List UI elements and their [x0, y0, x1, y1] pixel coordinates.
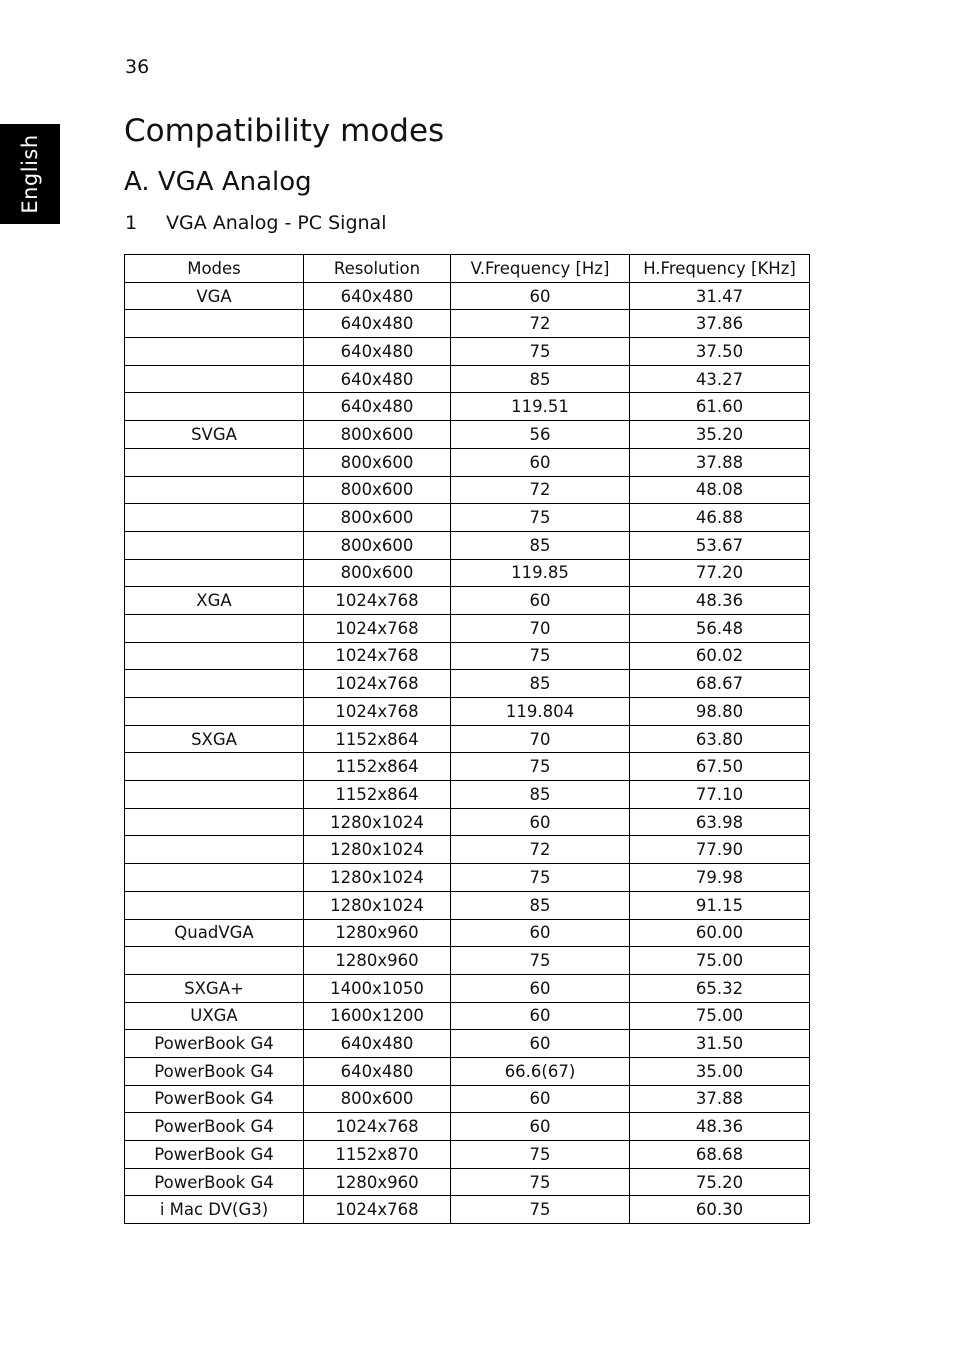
subsection-number: 1 [125, 212, 138, 234]
cell-mode: PowerBook G4 [125, 1085, 304, 1113]
cell-resolution: 800x600 [304, 476, 451, 504]
cell-v-frequency: 72 [451, 476, 630, 504]
cell-v-frequency: 85 [451, 531, 630, 559]
cell-resolution: 1024x768 [304, 698, 451, 726]
cell-v-frequency: 60 [451, 448, 630, 476]
table-row [125, 947, 810, 975]
cell-resolution: 1280x1024 [304, 808, 451, 836]
table-row [125, 531, 810, 559]
cell-h-frequency: 77.90 [630, 836, 810, 864]
cell-h-frequency: 60.30 [630, 1196, 810, 1224]
cell-resolution: 1024x768 [304, 642, 451, 670]
cell-mode [125, 891, 304, 919]
table-row [125, 1002, 810, 1030]
cell-mode [125, 864, 304, 892]
cell-v-frequency: 75 [451, 1196, 630, 1224]
cell-mode [125, 531, 304, 559]
cell-resolution: 1024x768 [304, 1196, 451, 1224]
cell-v-frequency: 60 [451, 1030, 630, 1058]
cell-v-frequency: 85 [451, 891, 630, 919]
cell-resolution: 640x480 [304, 393, 451, 421]
subsection-title: VGA Analog - PC Signal [166, 212, 387, 234]
cell-resolution: 1280x1024 [304, 836, 451, 864]
cell-resolution: 1280x960 [304, 947, 451, 975]
cell-mode [125, 614, 304, 642]
cell-h-frequency: 77.20 [630, 559, 810, 587]
cell-mode: SVGA [125, 421, 304, 449]
cell-resolution: 1152x864 [304, 725, 451, 753]
cell-mode: PowerBook G4 [125, 1030, 304, 1058]
cell-v-frequency: 56 [451, 421, 630, 449]
cell-resolution: 800x600 [304, 531, 451, 559]
cell-v-frequency: 119.51 [451, 393, 630, 421]
cell-mode: PowerBook G4 [125, 1168, 304, 1196]
cell-v-frequency: 75 [451, 504, 630, 532]
cell-v-frequency: 75 [451, 947, 630, 975]
cell-h-frequency: 37.88 [630, 448, 810, 476]
cell-h-frequency: 75.20 [630, 1168, 810, 1196]
cell-v-frequency: 75 [451, 1168, 630, 1196]
cell-resolution: 1280x960 [304, 1168, 451, 1196]
table-row [125, 587, 810, 615]
cell-v-frequency: 119.85 [451, 559, 630, 587]
cell-mode [125, 365, 304, 393]
table-row [125, 614, 810, 642]
table-row [125, 836, 810, 864]
cell-mode [125, 393, 304, 421]
cell-mode: QuadVGA [125, 919, 304, 947]
cell-resolution: 800x600 [304, 504, 451, 532]
cell-resolution: 640x480 [304, 310, 451, 338]
page-title: Compatibility modes [124, 113, 445, 149]
table-row [125, 448, 810, 476]
cell-v-frequency: 70 [451, 725, 630, 753]
cell-v-frequency: 60 [451, 919, 630, 947]
table-row [125, 476, 810, 504]
cell-h-frequency: 31.47 [630, 282, 810, 310]
cell-h-frequency: 48.36 [630, 1113, 810, 1141]
header-resolution: Resolution [304, 255, 451, 283]
cell-h-frequency: 91.15 [630, 891, 810, 919]
cell-mode: SXGA+ [125, 974, 304, 1002]
cell-mode: VGA [125, 282, 304, 310]
cell-resolution: 800x600 [304, 1085, 451, 1113]
cell-h-frequency: 75.00 [630, 1002, 810, 1030]
cell-v-frequency: 60 [451, 808, 630, 836]
cell-mode [125, 559, 304, 587]
cell-h-frequency: 35.00 [630, 1057, 810, 1085]
table-row [125, 338, 810, 366]
cell-h-frequency: 53.67 [630, 531, 810, 559]
cell-resolution: 800x600 [304, 421, 451, 449]
table-row [125, 1141, 810, 1169]
cell-mode: PowerBook G4 [125, 1141, 304, 1169]
cell-h-frequency: 68.68 [630, 1141, 810, 1169]
cell-v-frequency: 60 [451, 1002, 630, 1030]
cell-mode [125, 781, 304, 809]
cell-resolution: 1600x1200 [304, 1002, 451, 1030]
cell-h-frequency: 75.00 [630, 947, 810, 975]
table-row [125, 1196, 810, 1224]
cell-h-frequency: 37.50 [630, 338, 810, 366]
cell-resolution: 1024x768 [304, 670, 451, 698]
cell-h-frequency: 77.10 [630, 781, 810, 809]
cell-resolution: 1152x870 [304, 1141, 451, 1169]
cell-v-frequency: 119.804 [451, 698, 630, 726]
cell-mode [125, 947, 304, 975]
table-row [125, 864, 810, 892]
cell-v-frequency: 72 [451, 836, 630, 864]
cell-mode [125, 808, 304, 836]
cell-h-frequency: 79.98 [630, 864, 810, 892]
table-row [125, 781, 810, 809]
cell-mode: PowerBook G4 [125, 1113, 304, 1141]
cell-resolution: 1280x960 [304, 919, 451, 947]
page-number: 36 [125, 56, 150, 78]
cell-v-frequency: 75 [451, 753, 630, 781]
cell-v-frequency: 75 [451, 338, 630, 366]
cell-mode [125, 448, 304, 476]
cell-mode: i Mac DV(G3) [125, 1196, 304, 1224]
header-h-frequency: H.Frequency [KHz] [630, 255, 810, 283]
cell-mode [125, 642, 304, 670]
cell-mode [125, 310, 304, 338]
table-row [125, 642, 810, 670]
language-tab [0, 124, 60, 224]
table-row [125, 559, 810, 587]
cell-h-frequency: 61.60 [630, 393, 810, 421]
cell-resolution: 640x480 [304, 338, 451, 366]
cell-v-frequency: 75 [451, 642, 630, 670]
table-row [125, 282, 810, 310]
cell-v-frequency: 60 [451, 282, 630, 310]
cell-h-frequency: 35.20 [630, 421, 810, 449]
table-body [125, 282, 810, 1223]
cell-mode [125, 753, 304, 781]
cell-v-frequency: 75 [451, 864, 630, 892]
table-row [125, 393, 810, 421]
cell-mode: PowerBook G4 [125, 1057, 304, 1085]
cell-h-frequency: 46.88 [630, 504, 810, 532]
cell-mode [125, 698, 304, 726]
language-tab-label: English [18, 134, 42, 214]
cell-v-frequency: 72 [451, 310, 630, 338]
table-header-row [125, 255, 810, 283]
table-row [125, 421, 810, 449]
cell-h-frequency: 60.02 [630, 642, 810, 670]
cell-mode [125, 476, 304, 504]
table-row [125, 974, 810, 1002]
cell-resolution: 1280x1024 [304, 864, 451, 892]
cell-resolution: 1024x768 [304, 587, 451, 615]
cell-v-frequency: 60 [451, 1085, 630, 1113]
table-row [125, 1057, 810, 1085]
table-row [125, 808, 810, 836]
cell-mode [125, 836, 304, 864]
cell-v-frequency: 85 [451, 781, 630, 809]
header-v-frequency: V.Frequency [Hz] [451, 255, 630, 283]
subsection-heading [125, 212, 386, 234]
compatibility-table [124, 254, 810, 1224]
table-row [125, 891, 810, 919]
table-row [125, 1030, 810, 1058]
cell-mode: XGA [125, 587, 304, 615]
cell-h-frequency: 31.50 [630, 1030, 810, 1058]
cell-h-frequency: 63.80 [630, 725, 810, 753]
table-row [125, 1085, 810, 1113]
cell-v-frequency: 70 [451, 614, 630, 642]
cell-h-frequency: 60.00 [630, 919, 810, 947]
cell-v-frequency: 66.6(67) [451, 1057, 630, 1085]
cell-resolution: 1024x768 [304, 614, 451, 642]
cell-mode [125, 504, 304, 532]
cell-h-frequency: 63.98 [630, 808, 810, 836]
table-row [125, 504, 810, 532]
cell-resolution: 800x600 [304, 559, 451, 587]
cell-resolution: 1400x1050 [304, 974, 451, 1002]
table-row [125, 1113, 810, 1141]
section-title: A. VGA Analog [124, 167, 312, 197]
cell-h-frequency: 48.36 [630, 587, 810, 615]
cell-resolution: 1024x768 [304, 1113, 451, 1141]
table-row [125, 919, 810, 947]
cell-h-frequency: 56.48 [630, 614, 810, 642]
cell-v-frequency: 85 [451, 670, 630, 698]
cell-mode: UXGA [125, 1002, 304, 1030]
cell-resolution: 640x480 [304, 1057, 451, 1085]
cell-resolution: 640x480 [304, 282, 451, 310]
header-modes: Modes [125, 255, 304, 283]
cell-h-frequency: 37.86 [630, 310, 810, 338]
cell-v-frequency: 60 [451, 974, 630, 1002]
cell-mode: SXGA [125, 725, 304, 753]
table-row [125, 310, 810, 338]
table-row [125, 670, 810, 698]
cell-h-frequency: 67.50 [630, 753, 810, 781]
table-row [125, 1168, 810, 1196]
cell-resolution: 640x480 [304, 1030, 451, 1058]
cell-h-frequency: 48.08 [630, 476, 810, 504]
cell-resolution: 1152x864 [304, 753, 451, 781]
cell-h-frequency: 43.27 [630, 365, 810, 393]
cell-v-frequency: 60 [451, 1113, 630, 1141]
cell-v-frequency: 60 [451, 587, 630, 615]
cell-mode [125, 338, 304, 366]
cell-h-frequency: 98.80 [630, 698, 810, 726]
cell-resolution: 640x480 [304, 365, 451, 393]
cell-mode [125, 670, 304, 698]
cell-resolution: 1280x1024 [304, 891, 451, 919]
table-row [125, 725, 810, 753]
cell-h-frequency: 65.32 [630, 974, 810, 1002]
table-row [125, 753, 810, 781]
cell-resolution: 800x600 [304, 448, 451, 476]
cell-v-frequency: 75 [451, 1141, 630, 1169]
table-row [125, 365, 810, 393]
cell-resolution: 1152x864 [304, 781, 451, 809]
table-row [125, 698, 810, 726]
cell-v-frequency: 85 [451, 365, 630, 393]
cell-h-frequency: 68.67 [630, 670, 810, 698]
cell-h-frequency: 37.88 [630, 1085, 810, 1113]
